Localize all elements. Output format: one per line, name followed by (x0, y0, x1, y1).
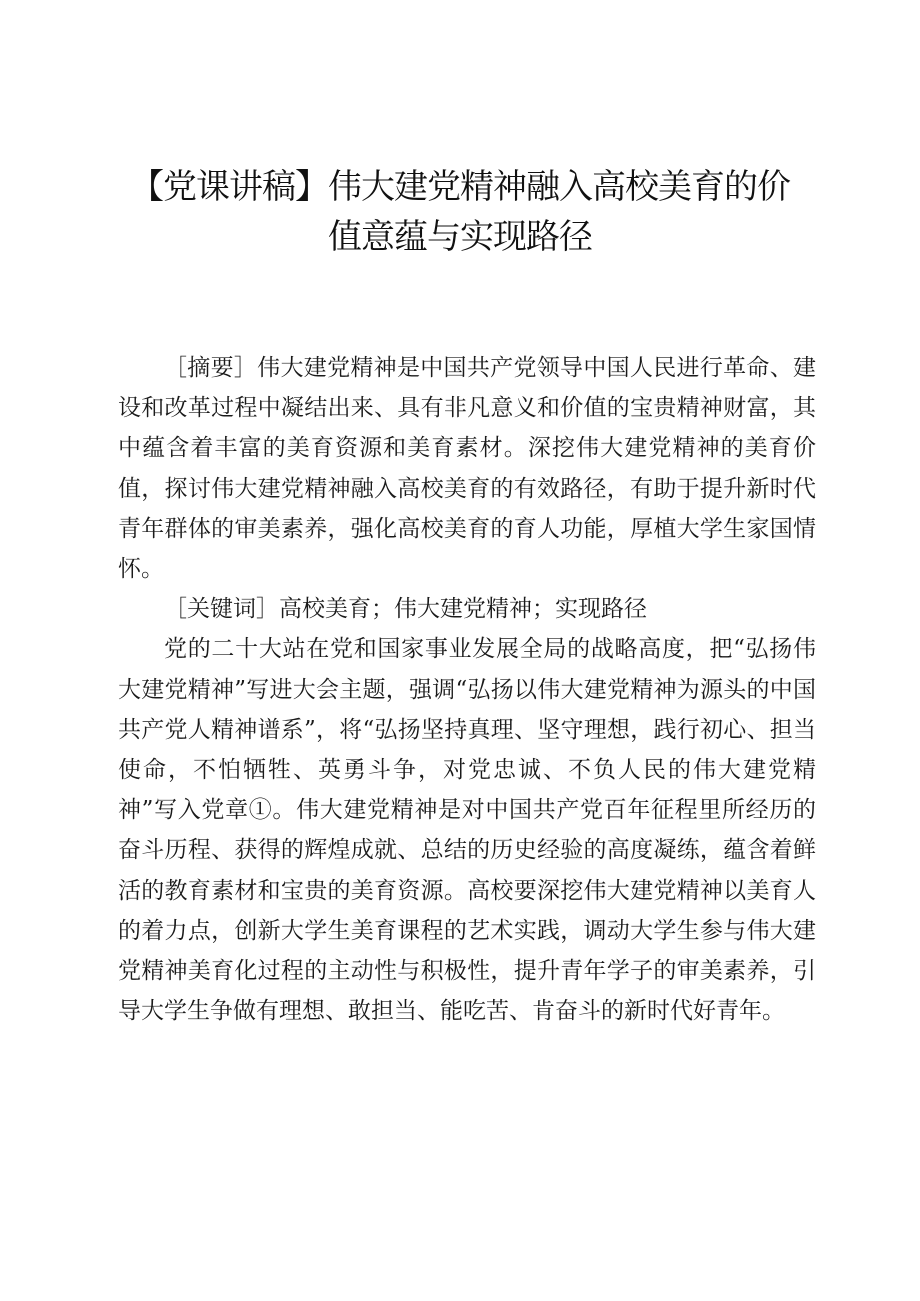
title-line-2: 值意蕴与实现路径 (328, 217, 592, 257)
body-paragraph: 党的二十大站在党和国家事业发展全局的战略高度，把“弘扬伟大建党精神”写进大会主题，强调“弘扬以伟大建党精神为源头的中国共产党人精神谱系”，将“弘扬坚持真理、坚守理想，践行初心、担当使命，不怕牺牲、英勇斗争，对党忠诚、不负人民的伟大建党精神”写入党章①。伟大建党精神是对中国共产党百年征程里所经历的奋斗历程、获得的辉煌成就、总结的历史经验的高度凝练，蕴含着鲜活的教育素材和宝贵的美育资源。高校要深挖伟大建党精神以美育人的着力点，创新大学生美育课程的艺术实践，调动大学生参与伟大建党精神美育化过程的主动性与积极性，提升青年学子的审美素养，引导大学生争做有理想、敢担当、能吃苦、肯奋斗的新时代好青年。 (118, 636, 816, 1025)
abstract-paragraph: ［摘要］伟大建党精神是中国共产党领导中国人民进行革命、建设和改革过程中凝结出来、具有非凡意义和价值的宝贵精神财富，其中蕴含着丰富的美育资源和美育素材。深挖伟大建党精神的美育价值，探讨伟大建党精神融入高校美育的有效路径，有助于提升新时代青年群体的审美素养，强化高校美育的育人功能，厚植大学生家国情怀。 (118, 355, 816, 583)
title-line-1: 【党课讲稿】伟大建党精神融入高校美育的价 (130, 167, 790, 207)
document-title (110, 162, 810, 262)
keywords-paragraph: ［关键词］高校美育；伟大建党精神；实现路径 (164, 596, 647, 623)
document-body (118, 348, 816, 1031)
